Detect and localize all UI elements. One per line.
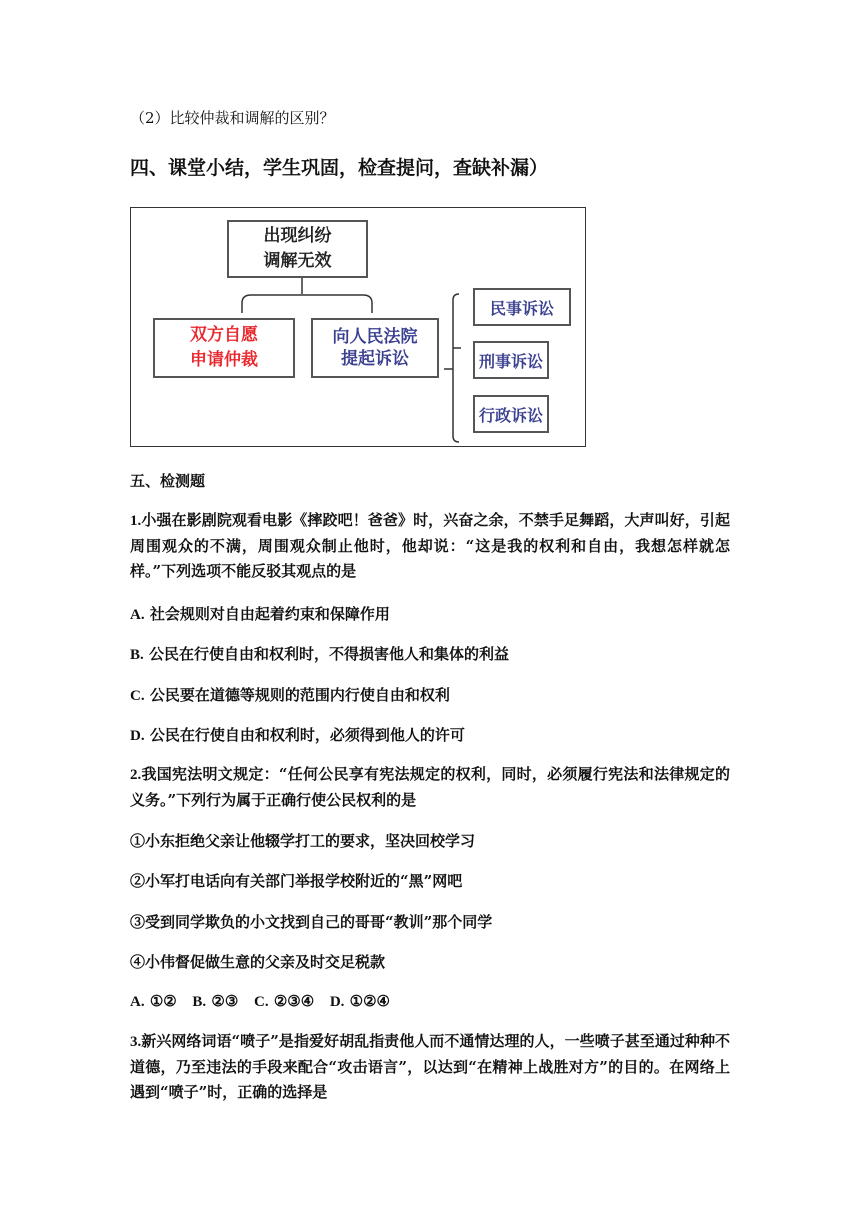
top-box-dispute [227,220,368,278]
right-box-civil-label: 民事诉讼 [489,298,554,318]
question-2-text: 我国宪法明文规定：“任何公民享有宪法规定的权利，同时，必须履行宪法和法律规定的义务。”下列行为属于正确行使公民权利的是 [130,765,730,809]
mid-box-litigation [311,318,439,378]
q2-choices [130,992,390,1011]
question-1-text: 小强在影剧院观看电影《摔跤吧！爸爸》时，兴奋之余，不禁手足舞蹈，大声叫好，引起周围观众的不满，周围观众制止他时，他却说：“这是我的权利和自由，我想怎样就怎样。”下列选项不能反驳其观点的是 [130,511,730,580]
q2-choice-a-label: A. [130,994,145,1010]
mid-box-line2: 提起诉讼 [341,349,409,369]
q2-item-4: ④小伟督促做生意的父亲及时交足税款 [130,953,386,971]
right-box-administrative-label: 行政诉讼 [478,405,543,425]
right-box-civil [473,288,571,326]
q2-choice-b-label: B. [192,994,207,1010]
q2-choice-c-label: C. [253,994,269,1010]
top-box-line2: 调解无效 [263,251,332,271]
litigation-diagram [130,207,586,447]
q2-choice-d-text: ①②④ [349,992,390,1010]
q1-option-c: C. 公民要在道德等规则的范围内行使自由和权利 [130,686,450,704]
left-box-arbitration [153,318,295,378]
section-4-title: 四、课堂小结，学生巩固，检查提问，查缺补漏） [130,157,549,179]
question-3-text: 新兴网络词语“喷子”是指爱好胡乱指责他人而不通情达理的人，一些喷子甚至通过种种不道德，乃至违法的手段来配合“攻击语言”，以达到“在精神上战胜对方”的目的。在网络上遇到“喷子”时，正确的选择是 [130,1032,730,1101]
q2-choice-a-text: ①② [149,992,177,1010]
q1-option-b: B. 公民在行使自由和权利时，不得损害他人和集体的利益 [130,645,510,663]
question-compare: （2）比较仲裁和调解的区别？ [130,109,335,127]
question-1-number: 1. [130,513,142,529]
right-box-administrative [473,395,549,433]
question-2-stem [130,762,730,813]
right-box-criminal-label: 刑事诉讼 [478,351,543,371]
mid-box-line1: 向人民法院 [332,327,418,347]
q2-item-1: ①小东拒绝父亲让他辍学打工的要求，坚决回校学习 [130,832,476,850]
q2-item-2: ②小军打电话向有关部门举报学校附近的“黑”网吧 [130,872,463,890]
left-box-line2: 申请仲裁 [190,350,258,370]
q2-choice-b-text: ②③ [211,992,239,1010]
q1-option-a: A. 社会规则对自由起着约束和保障作用 [130,605,390,623]
question-3-stem [130,1029,730,1105]
top-box-line1: 出现纠纷 [263,226,332,246]
q2-choice-d-label: D. [329,994,345,1010]
question-2-number: 2. [130,767,142,783]
q2-item-3: ③受到同学欺负的小文找到自己的哥哥“教训”那个同学 [130,913,493,931]
q2-choice-c-text: ②③④ [273,992,315,1010]
right-box-criminal [473,341,549,379]
question-3-number: 3. [130,1034,142,1050]
section-5-title: 五、检测题 [130,472,206,490]
question-1-stem [130,508,730,584]
left-box-line1: 双方自愿 [190,325,258,345]
q1-option-d: D. 公民在行使自由和权利时，必须得到他人的许可 [130,726,465,744]
